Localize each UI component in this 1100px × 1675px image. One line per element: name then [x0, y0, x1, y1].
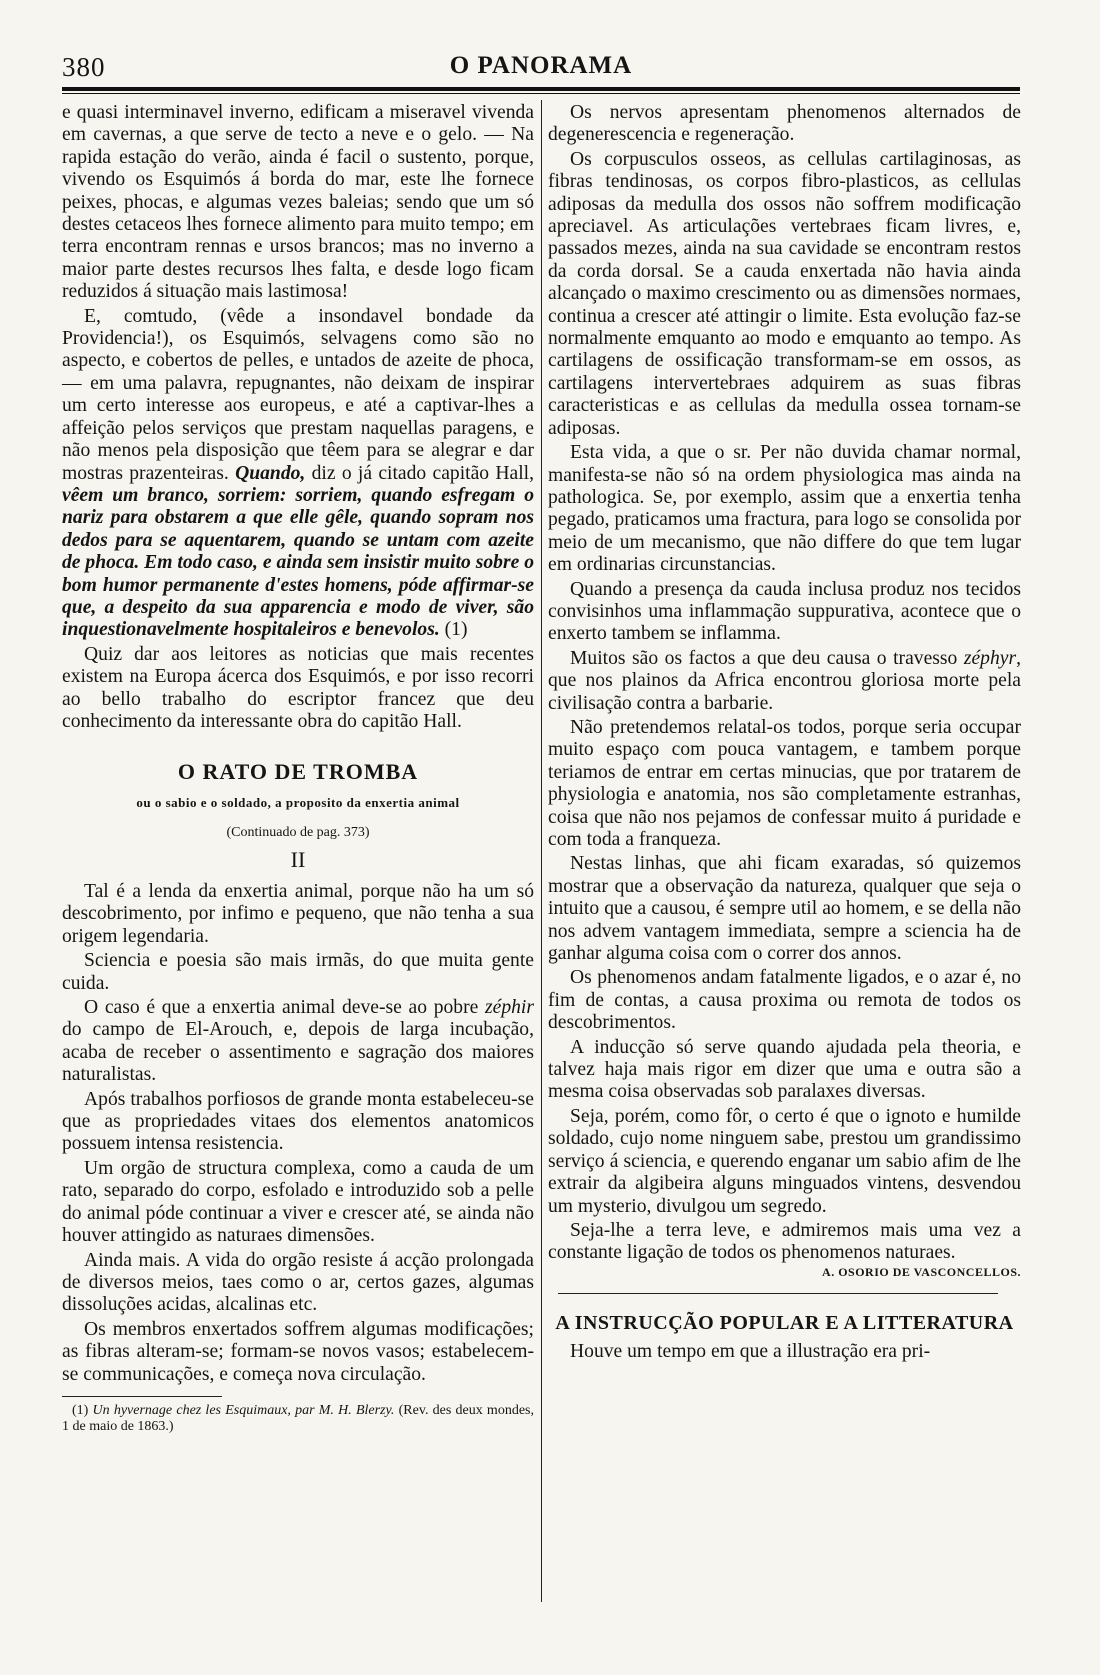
author-signature: A. OSORIO DE VASCONCELLOS.	[822, 1264, 1021, 1279]
footnote-divider	[62, 1396, 222, 1397]
part-number: II	[290, 846, 306, 872]
paragraph-zephyr: Muitos são os factos a que deu causa o travesso zéphyr, que nos plainos da Africa encontrou gloriosa morte pela civilisação contra a barbarie.	[548, 647, 1021, 714]
paragraph: Os phenomenos andam fatalmente ligados, e o azar é, no fim de contas, a causa proxima ou remota de todos os descobrimentos.	[548, 967, 1021, 1034]
page-number: 380	[62, 52, 106, 82]
article-subtitle: ou o sabio e o soldado, a proposito da enxertia animal	[136, 794, 460, 810]
footnote: (1) Un hyvernage chez les Esquimaux, par M. H. Blerzy. (Rev. des deux mondes, 1 de maio de 1863.)	[62, 1402, 534, 1434]
paragraph: Nestas linhas, que ahi ficam exaradas, só quizemos mostrar que a observação da natureza, qualquer que seja o intuito que a causou, é sempre util ao homem, e se della não nos advem vantagem immediata, sempre a sciencia ha de ganhar alguma coisa com o correr dos annos.	[548, 853, 1021, 965]
continuation-note: (Continuado de pag. 373)	[226, 825, 370, 841]
paragraph: Os nervos apresentam phenomenos alternados de degenerescencia e regeneração.	[548, 102, 1021, 146]
paragraph: e quasi interminavel inverno, edificam a miseravel vivenda em cavernas, a que serve de tecto a neve e o gelo. — Na rapida estação do verão, ainda é facil o sustento, porque, vivendo os Esquimós á borda do mar, este lhe fornece peixes, phocas, e algumas vezes baleias; sendo que um só destes cetaceos lhes fornece alimento para muito tempo; em terra encontram rennas e ursos brancos; mas no inverno a maior parte destes recursos lhes falta, e desde logo ficam reduzidos á situação mais lastimosa!	[62, 102, 534, 303]
header-rule	[62, 87, 1020, 91]
header-rule-thin	[62, 93, 1020, 94]
paragraph: Um orgão de structura complexa, como a cauda de um rato, separado do corpo, esfolado e introduzido sob a pelle do animal póde continuar a viver e crescer até, se ainda não houver attingido as naturaes dimensões.	[62, 1157, 534, 1247]
article-end-rule	[558, 1293, 998, 1294]
paragraph: Houve um tempo em que a illustração era pri-	[570, 1340, 931, 1362]
paragraph: Quando a presença da cauda inclusa produz nos tecidos convisinhos uma inflammação suppurativa, acontece que o enxerto tambem se inflamma.	[548, 578, 1021, 645]
paragraph: Após trabalhos porfiosos de grande monta estabeleceu-se que as propriedades vitaes dos elementos anatomicos possuem intensa resistencia.	[62, 1088, 534, 1155]
right-column	[548, 102, 1021, 1365]
paragraph: Ainda mais. A vida do orgão resiste á acção prolongada de diversos meios, taes como o ar, certos gazes, algumas dissoluções acidas, alcalinas etc.	[62, 1249, 534, 1316]
paragraph-esquimos: E, comtudo, (vêde a insondavel bondade da Providencia!), os Esquimós, selvagens como são no aspecto, e cobertos de pelles, e untados de azeite de phoca, — em uma palavra, repugnantes, não deixam de inspirar um certo interesse aos europeus, e até a captivar-lhes a affeição pelos serviços que prestam naquellas paragens, e não menos pela disposição que têem para se alegrar e dar mostras prazenteiras. Quando, diz o já citado capitão Hall, vêem um branco, sorriem: sorriem, quando esfregam o nariz para obstarem a que elle gêle, quando sopram nos dedos para se aquentarem, quando se untam com azeite de phoca. Em todo caso, e ainda sem insistir muito sobre o bom humor permanente d'estes homens, póde affirmar-se que, a despeito da sua apparencia e modo de viver, são inquestionavelmente hospitaleiros e benevolos. (1)	[62, 305, 534, 641]
paragraph: Seja, porém, como fôr, o certo é que o ignoto e humilde soldado, cujo nome ninguem sabe, prestou um grandissimo serviço á sciencia, e querendo enganar um sabio afim de lhe extrair da algibeira alguns minguados vintens, desvendou um mysterio, divulgou um segredo.	[548, 1105, 1021, 1217]
paragraph: Tal é a lenda da enxertia animal, porque não ha um só descobrimento, por infimo e pequeno, que não tenha a sua origem legendaria.	[62, 881, 534, 947]
next-article-title: A INSTRUCÇÃO POPULAR E A LITTERATURA	[555, 1312, 1014, 1335]
paragraph: Os membros enxertados soffrem algumas modificações; as fibras alteram-se; formam-se novos vasos; estabelecem-se communicações, e começa nova circulação.	[62, 1318, 534, 1385]
page-header	[62, 52, 1020, 92]
paragraph: Os corpusculos osseos, as cellulas cartilaginosas, as fibras tendinosas, os corpos fibro-plasticos, as cellulas adiposas da medulla dos ossos não soffrem modificação apreciavel. As articulações vertebraes ficam livres, e, passados mezes, ainda na sua cavidade se encontram restos da corda dorsal. Se a cauda enxertada não havia ainda alcançado o maximo crescimento ou as dimensões normaes, continua a crescer até attingir o limite. Esta evolução faz-se normalmente emquanto ao modo e emquanto ao tempo. As cartilagens de ossificação transformam-se em ossos, as cartilagens intervertebraes adquirem as suas fibras caracteristicas e as cellulas da medulla ossea tornam-se adiposas.	[548, 148, 1021, 439]
column-divider	[541, 100, 542, 1602]
paragraph: Quiz dar aos leitores as noticias que mais recentes existem na Europa ácerca dos Esquimós, e por isso recorri ao bello trabalho do escriptor francez que deu conhecimento da interessante obra do capitão Hall.	[62, 643, 534, 732]
paragraph: Esta vida, a que o sr. Per não duvida chamar normal, manifesta-se não só na ordem physiologica mas ainda na pathologica. Se, por exemplo, assim que a enxertia tenha pegado, praticamos uma fractura, para logo se consolida por meio de um mecanismo, que não differe do que tem lugar em ordinarias circunstancias.	[548, 442, 1021, 576]
paragraph: Sciencia e poesia são mais irmãs, do que muita gente cuida.	[62, 950, 534, 994]
article-title: O RATO DE TROMBA	[177, 759, 419, 785]
paragraph: A inducção só serve quando ajudada pela theoria, e talvez haja mais rigor em dizer que uma e outra são a mesma coisa observadas sob paralaxes diversas.	[548, 1036, 1021, 1103]
paragraph: Seja-lhe a terra leve, e admiremos mais uma vez a constante ligação de todos os phenomenos naturaes.	[548, 1219, 1021, 1264]
paragraph: Não pretendemos relatal-os todos, porque seria occupar muito espaço com pouca vantagem, e tambem porque teriamos de entrar em certas minucias, que por tratarem de physiologia e anatomia, nos são completamente estranhas, coisa que não nos pejamos de confessar muito á puridade e com toda a franqueza.	[548, 716, 1021, 850]
journal-title: O PANORAMA	[449, 52, 633, 79]
left-column	[62, 102, 534, 1435]
paragraph-zephir: O caso é que a enxertia animal deve-se ao pobre zéphir do campo de El-Arouch, e, depois de larga incubação, acaba de receber o assentimento e sagração dos maiores naturalistas.	[62, 997, 534, 1086]
